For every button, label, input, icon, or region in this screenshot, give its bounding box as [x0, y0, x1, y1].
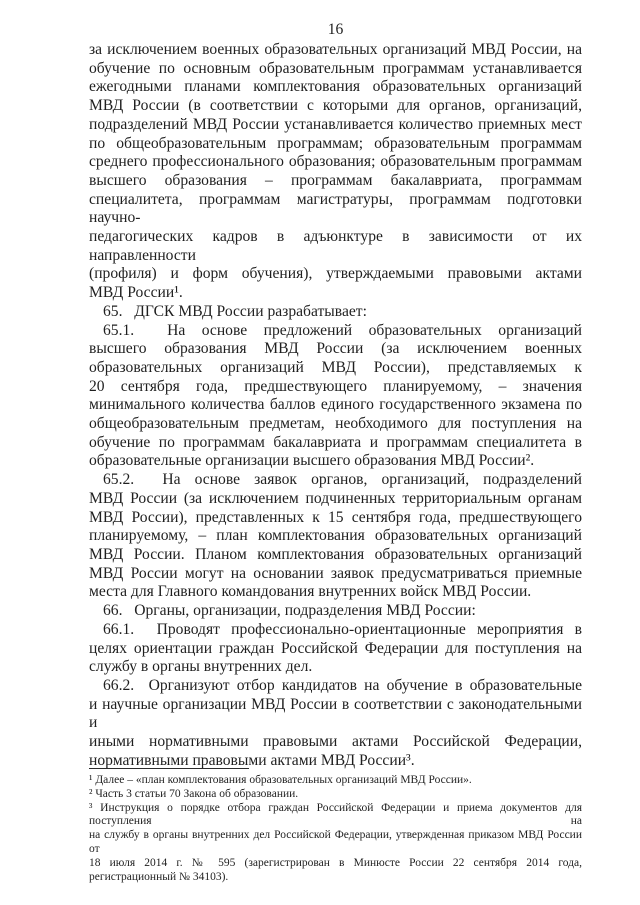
body-text-line: МВД России (за исключением подчиненных территориальным органам	[89, 489, 582, 507]
footnote-line: ³ Инструкция о порядке отбора граждан Российской Федерации и приема документов для поступления на	[89, 801, 582, 828]
body-text-line: минимального количества баллов единого государственного экзамена по	[89, 396, 582, 414]
body-text-line: иными нормативными правовыми актами Российской Федерации,	[89, 733, 582, 751]
body-text-line: 65.1. На основе предложений образовательных организаций	[103, 321, 582, 339]
footnotes	[89, 774, 582, 884]
body-text-line: высшего образования МВД России (за исключением военных	[89, 340, 582, 358]
body-text-line: МВД России могут на основании заявок предусматриваться приемные	[89, 564, 582, 582]
body-text-line: и научные организации МВД России в соответствии с законодательными и	[89, 695, 582, 732]
footnote-separator	[89, 768, 249, 769]
body-text-line: целях ориентации граждан Российской Федерации для поступления на	[89, 639, 582, 657]
body-text-line: 65.2. На основе заявок органов, организаций, подразделений	[103, 471, 582, 489]
body-text-line: МВД России), представленных к 15 сентября года, предшествующего	[89, 508, 582, 526]
footnote-line: регистрационный № 34103).	[89, 870, 229, 883]
body-text-line: 65. ДГСК МВД России разрабатывает:	[103, 302, 367, 320]
body-text-line: обучение по программам бакалавриата и программам специалитета в	[89, 433, 582, 451]
body-text-line: обучение по основным образовательным программам устанавливается	[89, 59, 582, 77]
body-text-line: МВД России¹.	[89, 284, 183, 302]
body-text-line: среднего профессионального образования; образовательным программам	[89, 153, 582, 171]
body-text-line: специалитета, программам магистратуры, программам подготовки научно-	[89, 190, 582, 227]
body-text-line: (профиля) и форм обучения), утверждаемыми правовыми актами	[89, 265, 582, 283]
body-text-line: МВД России (в соответствии с которыми для органов, организаций,	[89, 97, 582, 115]
body-text-line: ежегодными планами комплектования образовательных организаций	[89, 78, 582, 96]
body-text	[89, 41, 582, 770]
body-text-line: нормативными правовыми актами МВД России³.	[89, 751, 415, 769]
body-text-line: МВД России. Планом комплектования образовательных организаций	[89, 545, 582, 563]
body-text-line: службу в органы внутренних дел.	[89, 658, 313, 676]
body-text-line: по общеобразовательным программам; образовательным программам	[89, 134, 582, 152]
footnote-line: ¹ Далее – «план комплектования образовательных организаций МВД России».	[89, 774, 472, 786]
body-text-line: педагогических кадров в адъюнктуре в зависимости от их направленности	[89, 228, 582, 264]
body-text-line: 66.2. Организуют отбор кандидатов на обучение в образовательные	[103, 676, 582, 694]
body-text-line: высшего образования – программам бакалавриата, программам	[89, 171, 582, 189]
page-number: 16	[327, 21, 344, 38]
body-text-line: планируемому, – план комплектования образовательных организаций	[89, 527, 582, 545]
body-text-line: образовательных организаций МВД России), представляемых к	[89, 358, 582, 376]
footnote-line: на службу в органы внутренних дел Российской Федерации, утвержденная приказом МВД России от	[89, 829, 582, 855]
footnote-line: 18 июля 2014 г. № 595 (зарегистрирован в Минюсте России 22 сентября 2014 года,	[89, 856, 582, 869]
footnote-line: ² Часть 3 статьи 70 Закона об образовании.	[89, 787, 299, 800]
body-text-line: 66.1. Проводят профессионально-ориентационные мероприятия в	[103, 620, 582, 638]
body-text-line: места для Главного командования внутренних войск МВД России.	[89, 583, 532, 601]
body-text-line: подразделений МВД России устанавливается количество приемных мест	[89, 115, 582, 133]
body-text-line: 66. Органы, организации, подразделения МВД России:	[103, 602, 476, 620]
body-text-line: общеобразовательным предметам, необходимого для поступления на	[89, 415, 582, 433]
body-text-line: образовательные организации высшего образования МВД России².	[89, 452, 535, 470]
body-text-line: за исключением военных образовательных организаций МВД России, на	[89, 41, 582, 58]
body-text-line: 20 сентября года, предшествующего планируемому, – значения	[89, 377, 582, 395]
